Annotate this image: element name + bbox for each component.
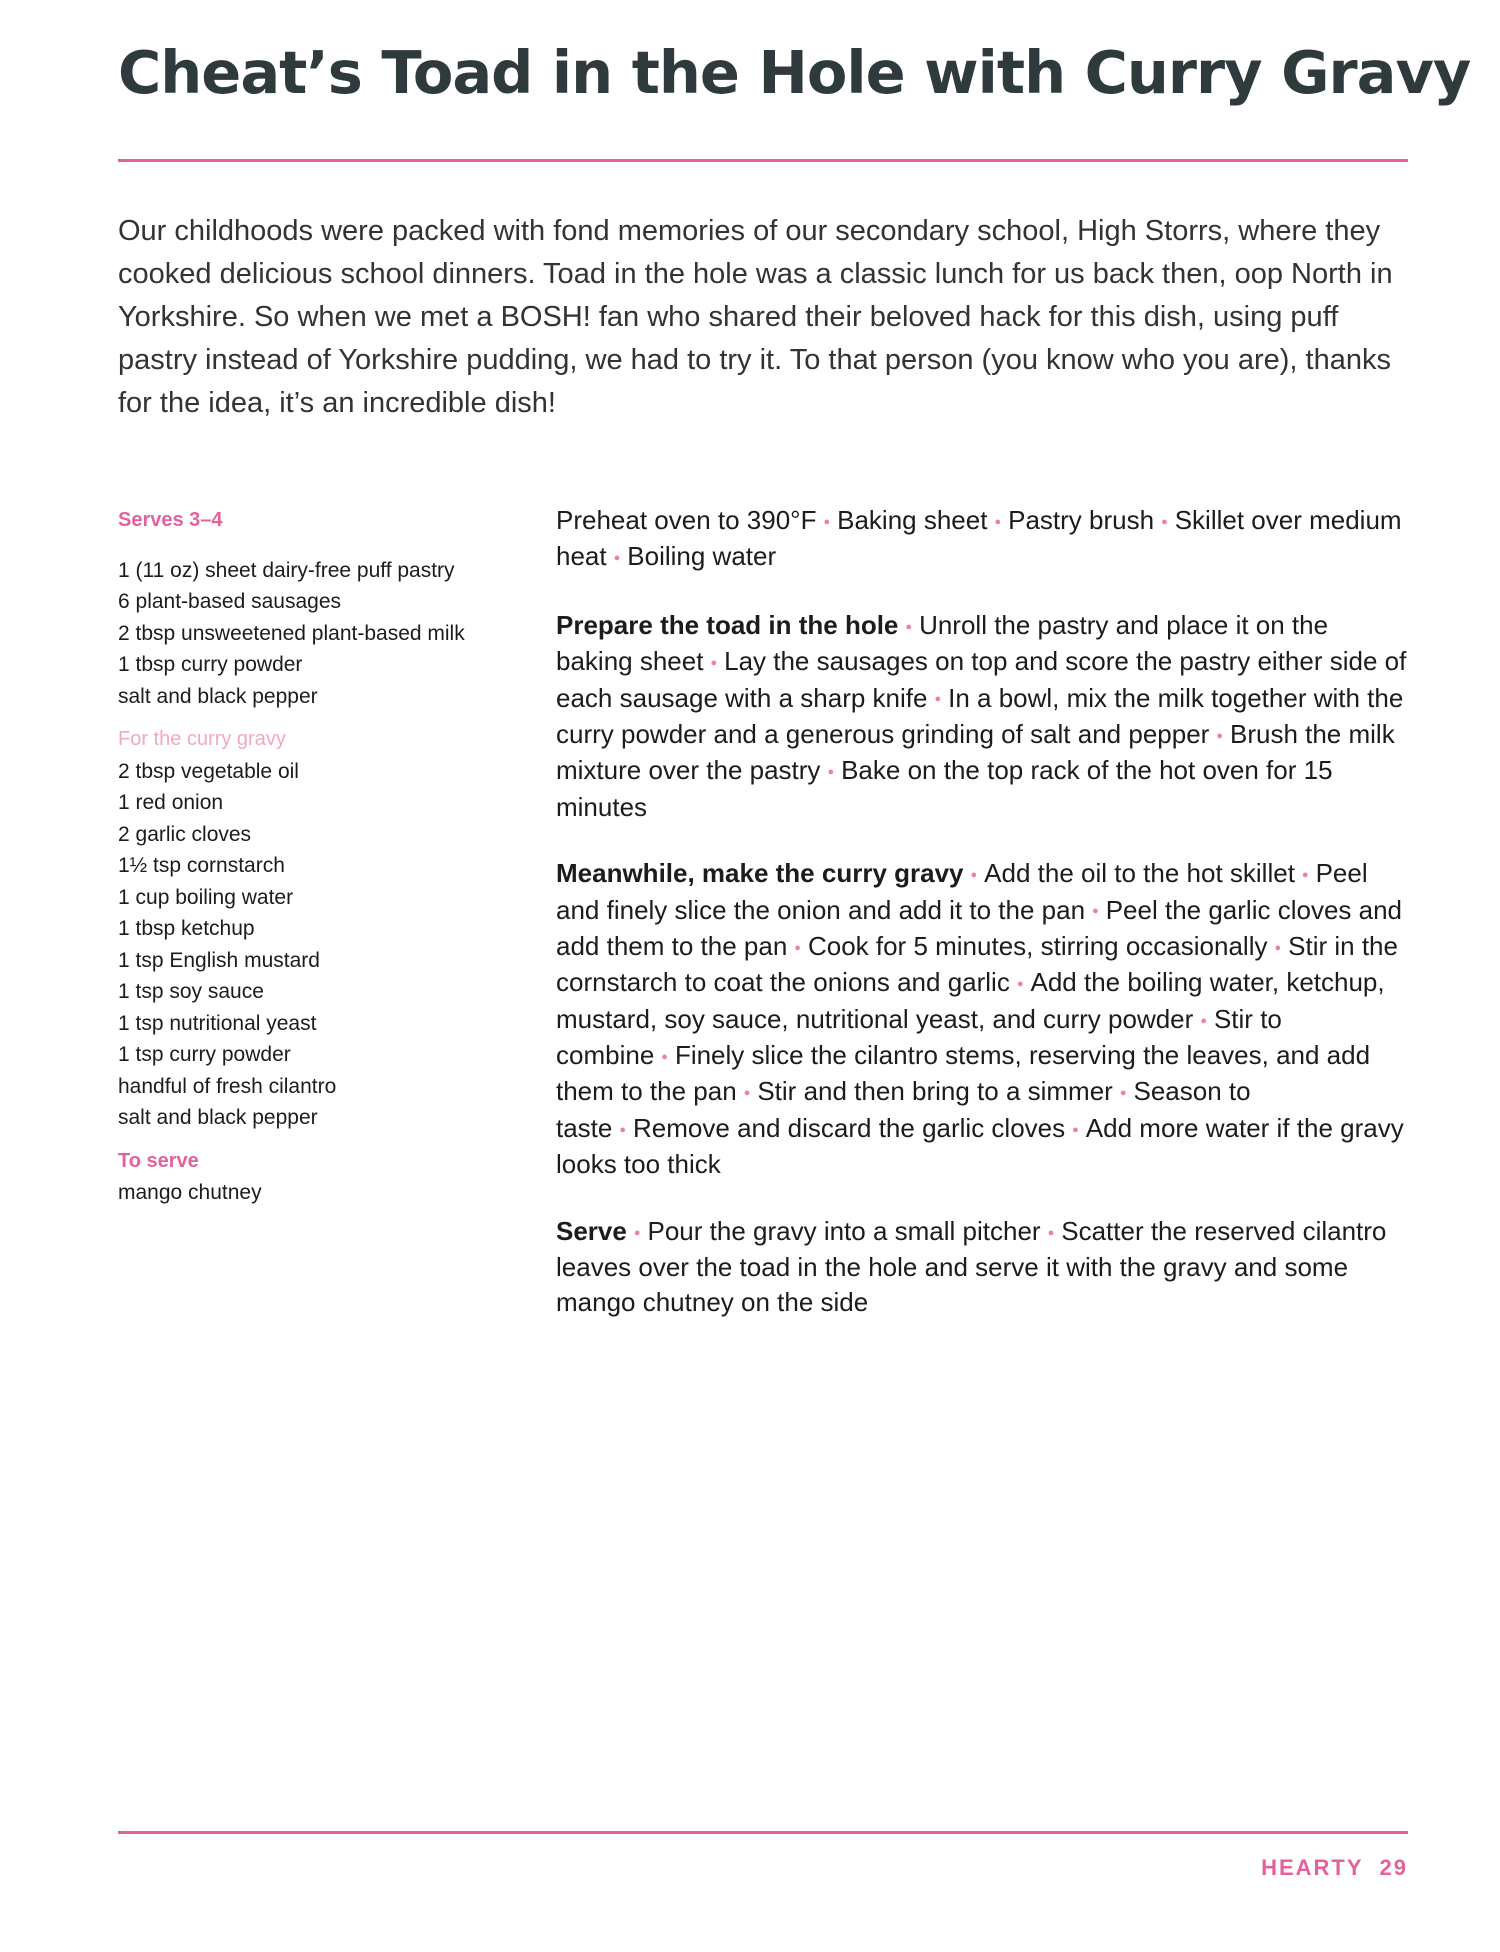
step-item: Peel the garlic cloves and add them to the pan — [556, 894, 1403, 961]
ingredient-item: 1 tsp soy sauce — [118, 980, 264, 1003]
ingredients-column — [118, 505, 538, 1209]
ingredient-item: handful of fresh cilantro — [118, 1074, 337, 1098]
method-step — [556, 856, 1408, 1182]
method-step — [556, 608, 1408, 824]
bullet-separator: ● — [823, 515, 831, 528]
ingredient-item: 1 tsp curry powder — [118, 1043, 291, 1066]
step-item: Unroll the pastry and place it on the baking sheet — [556, 609, 1329, 677]
step-item: Finely slice the cilantro stems, reserving the leaves, and add them to the pan — [556, 1040, 1371, 1107]
step-item: Lay the sausages on top and score the pastry either side of each sausage with a sharp knife — [556, 646, 1407, 713]
bullet-separator: ● — [1047, 1226, 1055, 1239]
equipment-line — [556, 503, 1408, 576]
step-item: Pour the gravy into a small pitcher — [647, 1215, 1041, 1246]
step-item: Scatter the reserved cilantro leaves over the toad in the hole and serve it with the gravy and some mango chutney on the side — [556, 1215, 1387, 1317]
ingredient-item: 2 tbsp vegetable oil — [118, 759, 299, 783]
step-item: Peel and finely slice the onion and add it to the pan — [556, 858, 1368, 925]
ingredient-item: 1 tsp English mustard — [118, 948, 320, 972]
bullet-separator: ● — [743, 1087, 751, 1100]
step-item: Cook for 5 minutes, stirring occasionally — [807, 930, 1268, 961]
step-item: Bake on the top rack of the hot oven for 15 minutes — [556, 755, 1333, 822]
step-item: Add the boiling water, ketchup, mustard, soy sauce, nutritional yeast, and curry powder — [556, 967, 1385, 1034]
bullet-separator: ● — [1200, 1014, 1207, 1027]
ingredient-item: mango chutney — [118, 1181, 262, 1204]
bullet-separator: ● — [794, 941, 801, 954]
method-column — [556, 503, 1408, 1351]
equipment-item: Skillet over medium heat — [556, 505, 1402, 572]
equipment-item: Baking sheet — [837, 505, 988, 535]
step-item: Remove and discard the garlic cloves — [633, 1112, 1066, 1143]
ingredient-item: 1½ tsp cornstarch — [118, 854, 285, 877]
footer-divider — [118, 1831, 1408, 1834]
step-heading: Meanwhile, make the curry gravy — [556, 858, 964, 889]
step-item: Season to taste — [556, 1076, 1251, 1143]
bullet-separator: ● — [905, 620, 913, 633]
page-footer — [1261, 1855, 1408, 1881]
section-label: HEARTY — [1261, 1855, 1364, 1880]
method-step — [556, 1214, 1408, 1319]
bullet-separator: ● — [710, 657, 718, 669]
ingredient-item: 2 tbsp unsweetened plant-based milk — [118, 621, 465, 645]
serves-label: Serves 3–4 — [118, 509, 223, 531]
bullet-separator: ● — [1119, 1087, 1127, 1100]
page-title: Cheat’s Toad in the Hole with Curry Gravy — [118, 38, 1471, 107]
bullet-separator: ● — [1274, 941, 1282, 954]
step-heading: Serve — [556, 1215, 627, 1246]
serve-ingredients-list — [118, 1177, 538, 1209]
step-item: In a bowl, mix the milk together with the curry powder and a generous grinding of salt and pepper — [556, 682, 1404, 749]
bullet-separator: ● — [633, 1226, 641, 1239]
bullet-separator: ● — [934, 693, 942, 706]
bullet-separator: ● — [1016, 978, 1024, 991]
bullet-separator: ● — [1301, 869, 1309, 881]
serve-heading: To serve — [118, 1149, 199, 1172]
bullet-separator: ● — [994, 515, 1002, 528]
step-heading: Prepare the toad in the hole — [556, 609, 899, 640]
step-item: Brush the milk mixture over the pastry — [556, 718, 1395, 786]
bullet-separator: ● — [1216, 729, 1223, 742]
page-number: 29 — [1379, 1855, 1408, 1880]
main-ingredients-list — [118, 555, 538, 713]
bullet-separator: ● — [1072, 1123, 1079, 1136]
ingredient-item: 1 (11 oz) sheet dairy-free puff pastry — [118, 558, 455, 582]
title-divider — [118, 159, 1408, 162]
step-item: Stir to combine — [556, 1003, 1282, 1070]
step-item: Stir and then bring to a simmer — [757, 1076, 1113, 1107]
ingredient-item: salt and black pepper — [118, 684, 318, 708]
ingredient-item: 1 tbsp curry powder — [118, 653, 303, 676]
bullet-separator: ● — [1092, 905, 1099, 918]
bullet-separator: ● — [613, 552, 621, 565]
gravy-ingredients-list — [118, 756, 538, 1134]
bullet-separator: ● — [1161, 515, 1168, 528]
step-item: Add the oil to the hot skillet — [984, 858, 1295, 889]
bullet-separator: ● — [661, 1050, 668, 1063]
ingredient-item: 1 red onion — [118, 791, 224, 814]
intro-paragraph: Our childhoods were packed with fond memories of our secondary school, High Storrs, where they cooked delicious school dinners. Toad in the hole was a classic lunch for us back then, oop North in Yorkshire. So when we met a BOSH! fan who shared their beloved hack for this dish, using puff pastry instead of Yorkshire pudding, we had to try it. To that person (you know who you are), thanks for the idea, it’s an incredible dish! — [118, 215, 1393, 419]
step-item: Stir in the cornstarch to coat the onions and garlic — [556, 930, 1398, 998]
bullet-separator: ● — [827, 766, 835, 779]
equipment-item: Preheat oven to 390°F — [556, 505, 817, 535]
ingredient-item: 1 tbsp ketchup — [118, 917, 255, 940]
step-item: Add more water if the gravy looks too thick — [556, 1112, 1404, 1180]
ingredient-item: 1 cup boiling water — [118, 885, 294, 909]
equipment-item: Boiling water — [627, 541, 777, 572]
gravy-heading: For the curry gravy — [118, 728, 286, 750]
ingredient-item: salt and black pepper — [118, 1106, 318, 1129]
bullet-separator: ● — [970, 869, 978, 881]
equipment-item: Pastry brush — [1008, 505, 1155, 535]
ingredient-item: 2 garlic cloves — [118, 822, 252, 846]
ingredient-item: 6 plant-based sausages — [118, 590, 341, 613]
ingredient-item: 1 tsp nutritional yeast — [118, 1011, 317, 1035]
bullet-separator: ● — [619, 1123, 627, 1136]
